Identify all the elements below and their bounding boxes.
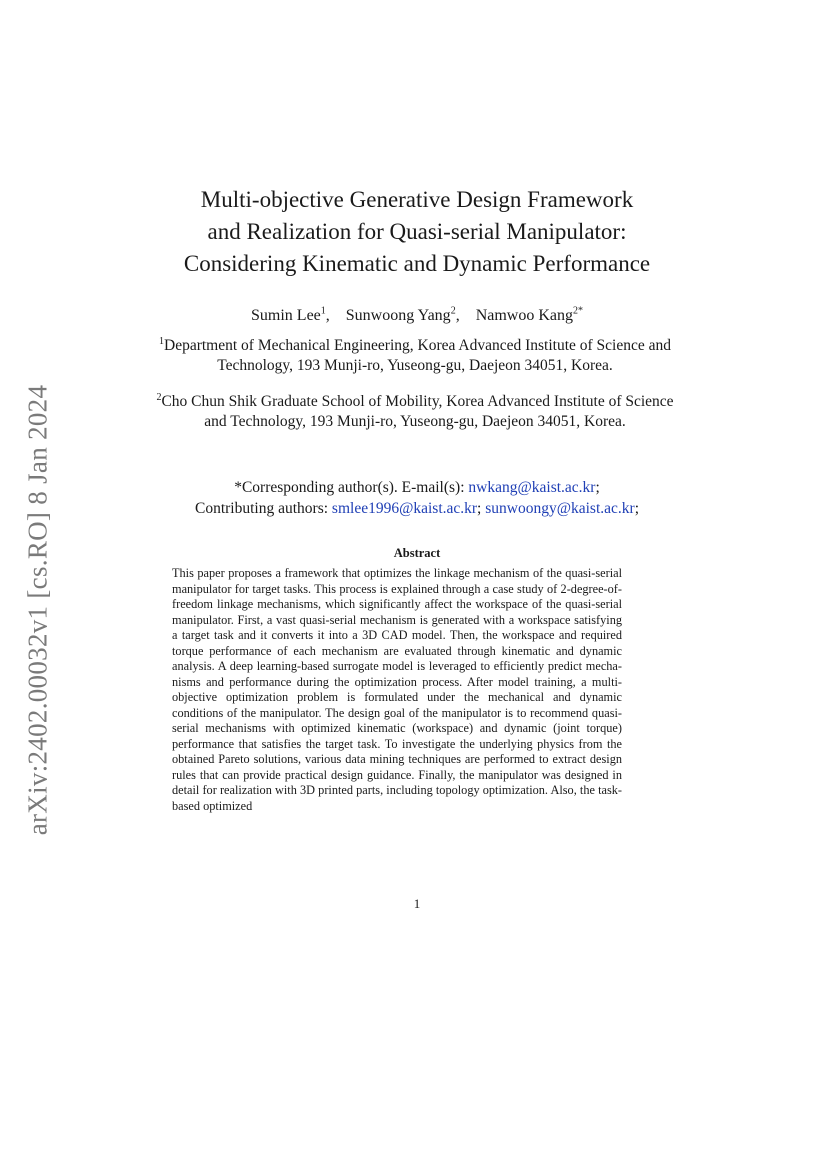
page-number: 1	[413, 896, 421, 911]
corresponding-author-line	[120, 477, 714, 498]
contributing-prefix: Contributing authors:	[195, 500, 332, 517]
author-affiliation-mark: 1	[320, 306, 326, 317]
author-list	[120, 302, 714, 326]
title-line: Considering Kinematic and Dynamic Performance	[183, 251, 651, 276]
author-name: Sunwoong Yang	[345, 307, 451, 325]
abstract-heading: Abstract	[393, 546, 441, 560]
arxiv-identifier-stamp[interactable]: arXiv:2402.00032v1 [cs.RO] 8 Jan 2024	[22, 384, 53, 836]
email-link[interactable]: nwkang@kaist.ac.kr	[468, 479, 596, 496]
affiliation-text: Cho Chun Shik Graduate School of Mobility, Korea Advanced Institute of Science and Technology, 193 Munji-ro, Yuseong-gu, Daejeon 34051, Korea.	[161, 393, 674, 430]
abstract-body: This paper proposes a framework that optimizes the linkage mechanism of the quasi-serial manipulator for target tasks. This process is explained through a case study of 2-degree-of-freedom linkage mechanisms, which significantly affect the workspace of the quasi-serial manipulator. First, a vast quasi-serial mechanism is generated with a workspace satisfying a target task and it converts it into a 3D CAD model. Then, the workspace and required torque performance of each mechanism are evaluated through kinematic and dynamic analysis. A deep learning-based surrogate model is leveraged to efficiently predict mechanisms and performance during the optimization process. After model training, a multi-objective optimization problem is formulated under the mechanical and dynamic conditions of the manipulator. The design goal of the manipulator is to recommend quasi-serial mechanisms with optimized kinematic (workspace) and dynamic (joint torque) performance that satisfies the target task. To investigate the underlying physics from the obtained Pareto solutions, various data mining techniques are performed to extract design rules that can provide practical design guidance. Finally, the manipulator was designed in detail for realization with 3D printed parts, including topology optimization. Also, the task-based optimized	[172, 566, 622, 813]
correspondence-block	[120, 477, 714, 519]
affiliation-text: Department of Mechanical Engineering, Korea Advanced Institute of Science and Technology, 193 Munji-ro, Yuseong-gu, Daejeon 34051, Korea.	[164, 337, 671, 374]
author: Sumin Lee$^1$,	[251, 306, 330, 325]
author-affiliation-mark: 2	[450, 306, 456, 317]
author	[476, 307, 583, 324]
affiliation	[155, 388, 675, 431]
affiliation-mark: 2	[156, 392, 162, 403]
email-link[interactable]: smlee1996@kaist.ac.kr	[331, 500, 478, 517]
author-name: Namwoo Kang	[475, 307, 573, 325]
punctuation: ;	[634, 500, 639, 517]
corresponding-prefix: *Corresponding author(s). E-mail(s):	[234, 479, 469, 496]
title-line: Multi-objective Generative Design Framework	[200, 187, 634, 212]
email-link[interactable]: sunwoongy@kaist.ac.kr	[485, 500, 635, 517]
author-affiliation-mark: 2*	[573, 306, 583, 317]
affiliation-mark: 1	[159, 336, 164, 347]
author-name: Sumin Lee	[251, 307, 321, 325]
affiliation	[155, 332, 675, 375]
paper-title	[120, 184, 714, 280]
title-line: and Realization for Quasi-serial Manipulator:	[207, 219, 627, 244]
punctuation: ;	[477, 500, 486, 517]
contributing-authors-line	[120, 498, 714, 519]
author: Sunwoong Yang$^2$,	[345, 306, 460, 325]
punctuation: ;	[595, 479, 600, 496]
